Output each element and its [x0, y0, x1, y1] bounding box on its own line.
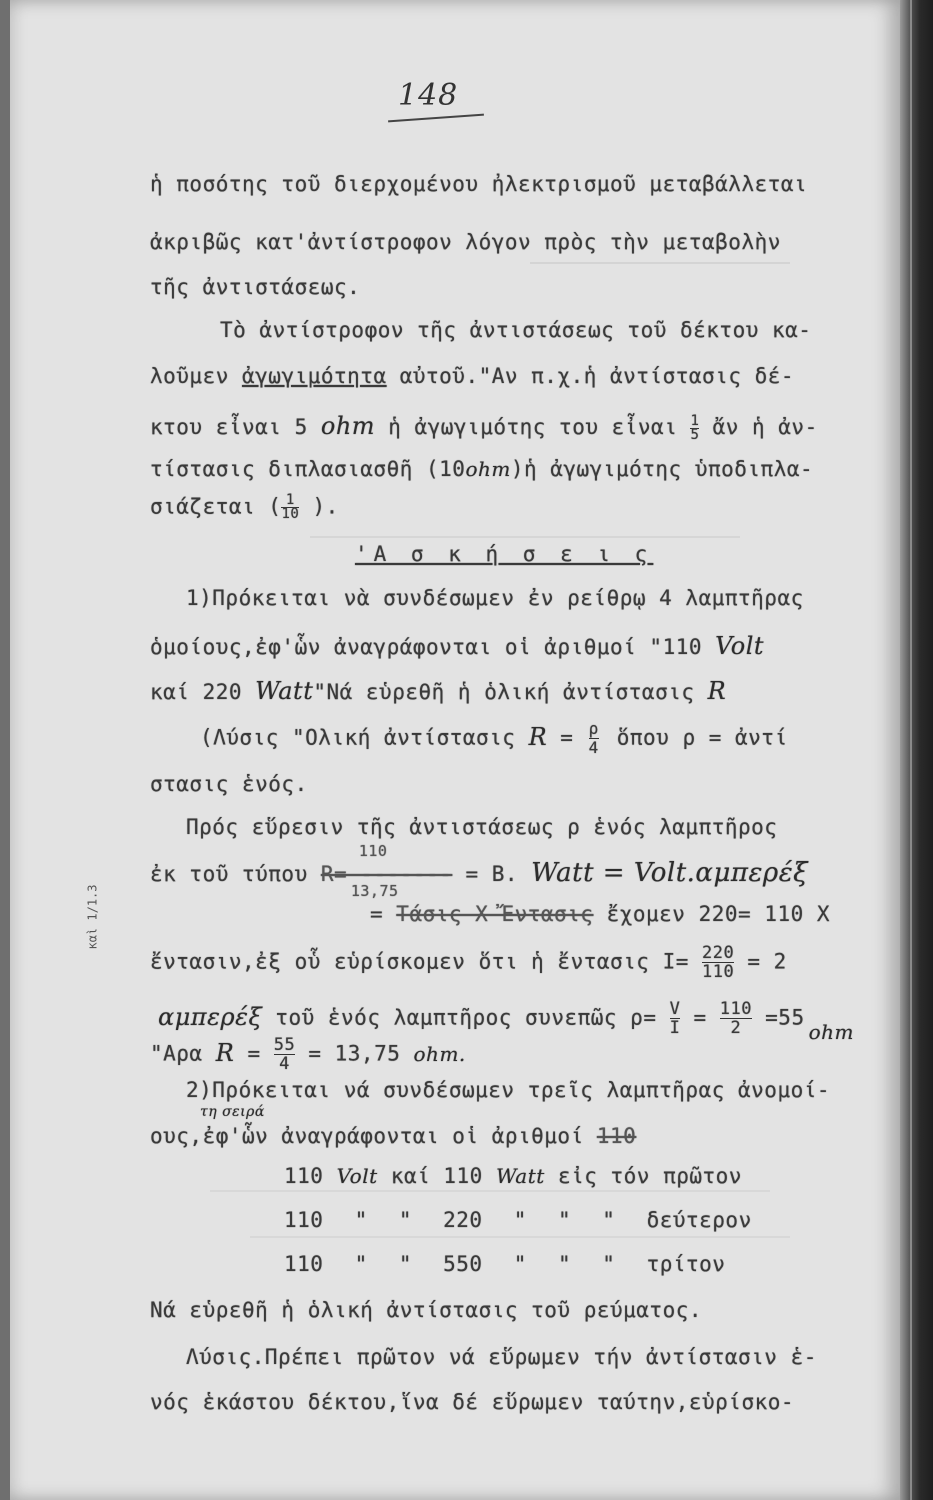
text-line-8: σιάζεται ( $\frac{1}{10}$ ).	[150, 492, 339, 522]
book-binding	[900, 0, 933, 1500]
fraction-1-5: $\frac{1}{5}$	[690, 412, 700, 443]
handwritten-insertion: τη σειρά	[200, 1104, 265, 1120]
text-line-16: ἐκ τοῦ τύπου 110 R= ------- 13,75 = Β. Watt = Volt.αμπερέξ	[150, 842, 808, 900]
text-line-2: ἀκριβῶς κατ'ἀντίστροφον λόγον πρὸς τὴν μεταβολὴν	[150, 230, 781, 254]
text-line-1: ἡ ποσότης τοῦ διερχομένου ἠλεκτρισμοῦ μεταβάλλεται	[150, 172, 808, 196]
text-line-21: 2)Πρόκειται νά συνδέσωμεν τρεῖς λαμπτῆρας ἀνομοί-	[186, 1078, 831, 1102]
handwritten-unit: Volt	[336, 1164, 378, 1188]
text-line-5: λοῦμεν ἀγωγιμότητα αὐτοῦ."Αν π.χ.ἡ ἀντίστασις δέ-	[150, 364, 795, 388]
text-line-3: τῆς ἀντιστάσεως.	[150, 275, 361, 299]
text-line-4: Τὸ ἀντίστροφον τῆς ἀντιστάσεως τοῦ δέκτου κα-	[220, 318, 812, 342]
text-line-28: νός ἑκάστου δέκτου,ἵνα δέ εὕρωμεν ταύτην,εὑρίσκο-	[150, 1390, 795, 1414]
handwritten-unit: ohm.	[413, 1041, 466, 1066]
handwritten-unit: ohm	[808, 1019, 854, 1044]
handwritten-formula: Watt = Volt.αμπερέξ	[531, 858, 808, 888]
text-line-14: στασις ἑνός.	[150, 772, 308, 796]
handwritten-unit: ohm	[465, 457, 511, 481]
table-row-2: 110 " " 220 " " " δεύτερον	[284, 1208, 752, 1232]
document-page	[10, 0, 900, 1500]
show-through-mark	[310, 536, 740, 538]
struck-text: Τάσις Χ Ἔντασις	[396, 902, 594, 926]
section-heading-exercises: 'Α σ κ ή σ ε ι ς	[355, 542, 654, 566]
text-line-12: καί 220 Watt"Νά εὑρεθῆ ἡ ὁλική ἀντίστασις R	[150, 677, 727, 705]
handwritten-unit: Watt	[255, 677, 314, 705]
handwritten-unit: ohm	[320, 412, 376, 440]
show-through-mark	[210, 1190, 770, 1192]
text-line-13: (Λύσις "Ολική ἀντίστασις R = $\frac{\rho}{4}$ ὅπου ρ = ἀντί	[200, 719, 788, 757]
text-line-26: Νά εὑρεθῆ ἡ ὁλική ἀντίστασις τοῦ ρεύματος.	[150, 1298, 703, 1322]
fraction-220-110: $\frac{220}{110}$	[702, 943, 735, 982]
handwritten-unit: Watt	[495, 1164, 545, 1188]
margin-note: καὶ 1/1.3	[85, 884, 100, 950]
handwritten-unit: αμπερέξ	[158, 1002, 263, 1031]
handwritten-symbol: R	[528, 722, 548, 751]
text-line-11: ὁμοίους,ἐφ'ὧν ἀναγράφονται οἱ ἀριθμοί "110 Volt	[150, 632, 765, 660]
text-line-20: "Αρα R = $\frac{55}{4}$ = 13,75 ohm.	[150, 1035, 466, 1074]
text-line-7: τίστασις διπλασιασθῆ (10ohm)ἡ ἀγωγιμότης ὑποδιπλα-	[150, 457, 814, 481]
term-underlined: ἀγωγιμότητα	[242, 364, 387, 388]
handwritten-symbol: R	[215, 1038, 235, 1067]
fraction-rho-4: $\frac{\rho}{4}$	[588, 719, 599, 757]
text-line-15: Πρός εὕρεσιν τῆς ἀντιστάσεως ρ ἑνός λαμπτῆρος	[186, 815, 778, 839]
fraction-V-I: $\frac{V}{I}$	[669, 999, 681, 1038]
show-through-mark	[250, 1236, 790, 1238]
fraction-110-2: $\frac{110}{2}$	[719, 999, 753, 1038]
struck-text: 110	[596, 1124, 637, 1148]
handwritten-symbol: R	[707, 677, 727, 705]
struck-formula: 110 R= ------- 13,75	[320, 842, 453, 900]
fraction-55-4: $\frac{55}{4}$	[273, 1035, 296, 1074]
show-through-mark	[530, 262, 790, 264]
page-number-underline	[388, 114, 484, 123]
handwritten-unit: Volt	[715, 632, 765, 660]
text-line-19: αμπερέξ τοῦ ἑνός λαμπτῆρος συνεπῶς ρ= $\frac{V}{I}$ = $\frac{110}{2}$ =55ohm	[158, 999, 854, 1044]
text-line-17: = Τάσις Χ Ἔντασις ἔχομεν 220= 110 Χ	[370, 902, 831, 926]
text-line-22: τη σειρά ους,ἐφ'ὧν ἀναγράφονται οἱ ἀριθμοί 110	[150, 1104, 637, 1148]
text-line-27: Λύσις.Πρέπει πρῶτον νά εὕρωμεν τήν ἀντίστασιν ἑ-	[186, 1345, 817, 1369]
page-number: 148	[398, 78, 459, 113]
text-line-10: 1)Πρόκειται νὰ συνδέσωμεν ἐν ρείθρῳ 4 λαμπτῆρας	[186, 586, 804, 610]
binding-edge	[910, 0, 912, 1500]
table-row-1: 110 Volt καί 110 Watt εἰς τόν πρῶτον	[284, 1164, 742, 1188]
text-line-18: ἔντασιν,ἐξ οὗ εὑρίσκομεν ὅτι ἡ ἔντασις Ι= $\frac{220}{110}$ = 2	[150, 943, 787, 982]
fraction-1-10: $\frac{1}{10}$	[281, 492, 300, 522]
table-row-3: 110 " " 550 " " " τρίτον	[284, 1252, 726, 1276]
text-line-6: κτου εἶναι 5 ohm ἡ ἀγωγιμότης του εἶναι $\frac{1}{5}$ ἄν ἡ ἀν-	[150, 412, 818, 443]
